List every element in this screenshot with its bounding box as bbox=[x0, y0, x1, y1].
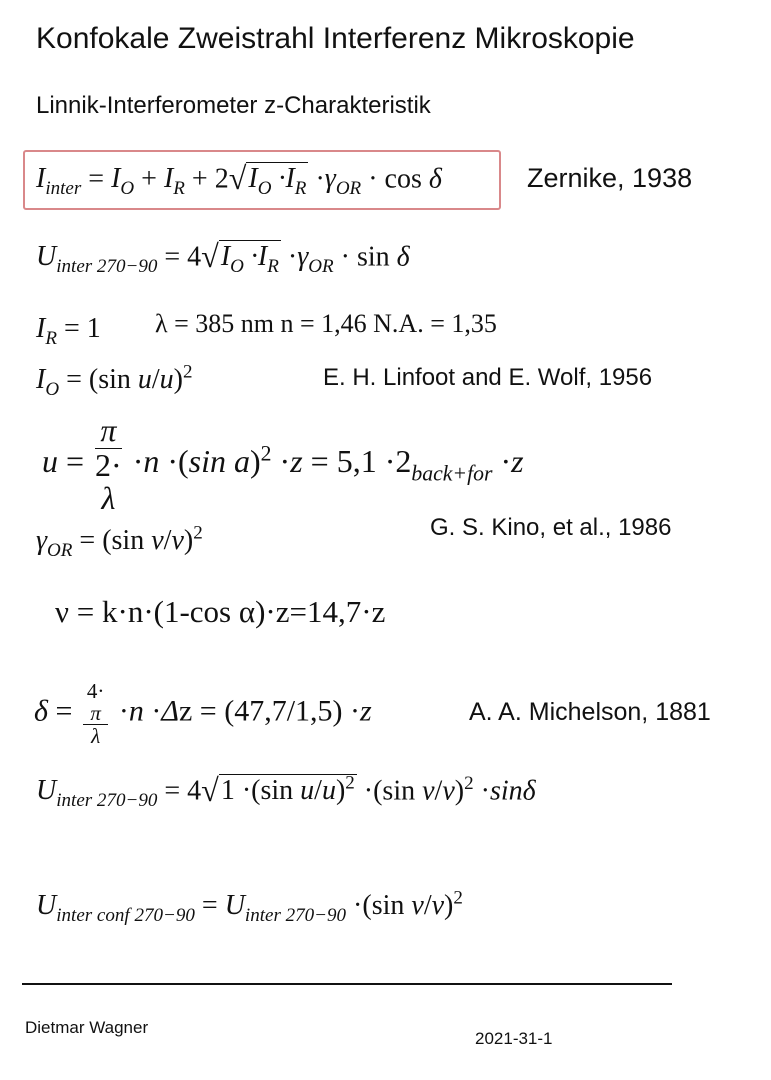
citation-zernike: Zernike, 1938 bbox=[527, 163, 693, 193]
equation-u: u = π 2· λ ·n ·(sin $a)^2 \cdot z = 5,1 \cdot 2_{back+for} \cdot z$ bbox=[42, 412, 524, 517]
footer-divider bbox=[22, 983, 672, 985]
equation-v: ν = k·n·(1-cos α)·z=14,7·z bbox=[55, 594, 386, 629]
parameters-text: λ = 385 nm n = 1,46 N.A. = 1,35 bbox=[155, 309, 497, 338]
citation-kino: G. S. Kino, et al., 1986 bbox=[430, 514, 672, 541]
equation-u-inter: $U_{inter 270-90} = 4√I_O \cdot I_R \cdot\gamma_{OR} \cdot \sin \delta$ bbox=[36, 238, 410, 278]
citation-michelson: A. A. Michelson, 1881 bbox=[469, 698, 711, 726]
equation-io: $I_O = (\sin$ u/u)$^2$ bbox=[36, 361, 193, 401]
page-title: Konfokale Zweistrahl Interferenz Mikroskopie bbox=[36, 22, 635, 55]
equation-u-inter-confocal: $U_{inter conf 270-90} = U_{inter 270-90} \cdot(\sin$ v/v)$^2$ bbox=[36, 887, 463, 927]
equation-delta: δ = 4· π λ ·n ·Δz = (47,7/1,5) ·z bbox=[34, 679, 372, 749]
document-id: 2021-31-1 bbox=[475, 1029, 553, 1048]
equation-gamma: $\gamma_{OR} = (\sin$ v/v)$^2$ bbox=[36, 522, 203, 562]
equation-u-inter-expanded: $U_{inter 270-90} = 4√1 \cdot(\sin$ u/u)$^2$ ·(sin v/v)$^2$ ·sinδ bbox=[36, 772, 536, 812]
page-subtitle: Linnik-Interferometer z-Charakteristik bbox=[36, 92, 431, 119]
citation-linfoot-wolf: E. H. Linfoot and E. Wolf, 1956 bbox=[323, 364, 653, 391]
equation-ir: $I_R = 1$ bbox=[36, 313, 101, 350]
author-name: Dietmar Wagner bbox=[25, 1018, 149, 1037]
equation-interference-intensity: $I_{inter} = I_O + I_R + 2√I_O \cdot I_R \cdot\gamma_{OR} \cdot \cos \delta$ bbox=[36, 160, 442, 200]
